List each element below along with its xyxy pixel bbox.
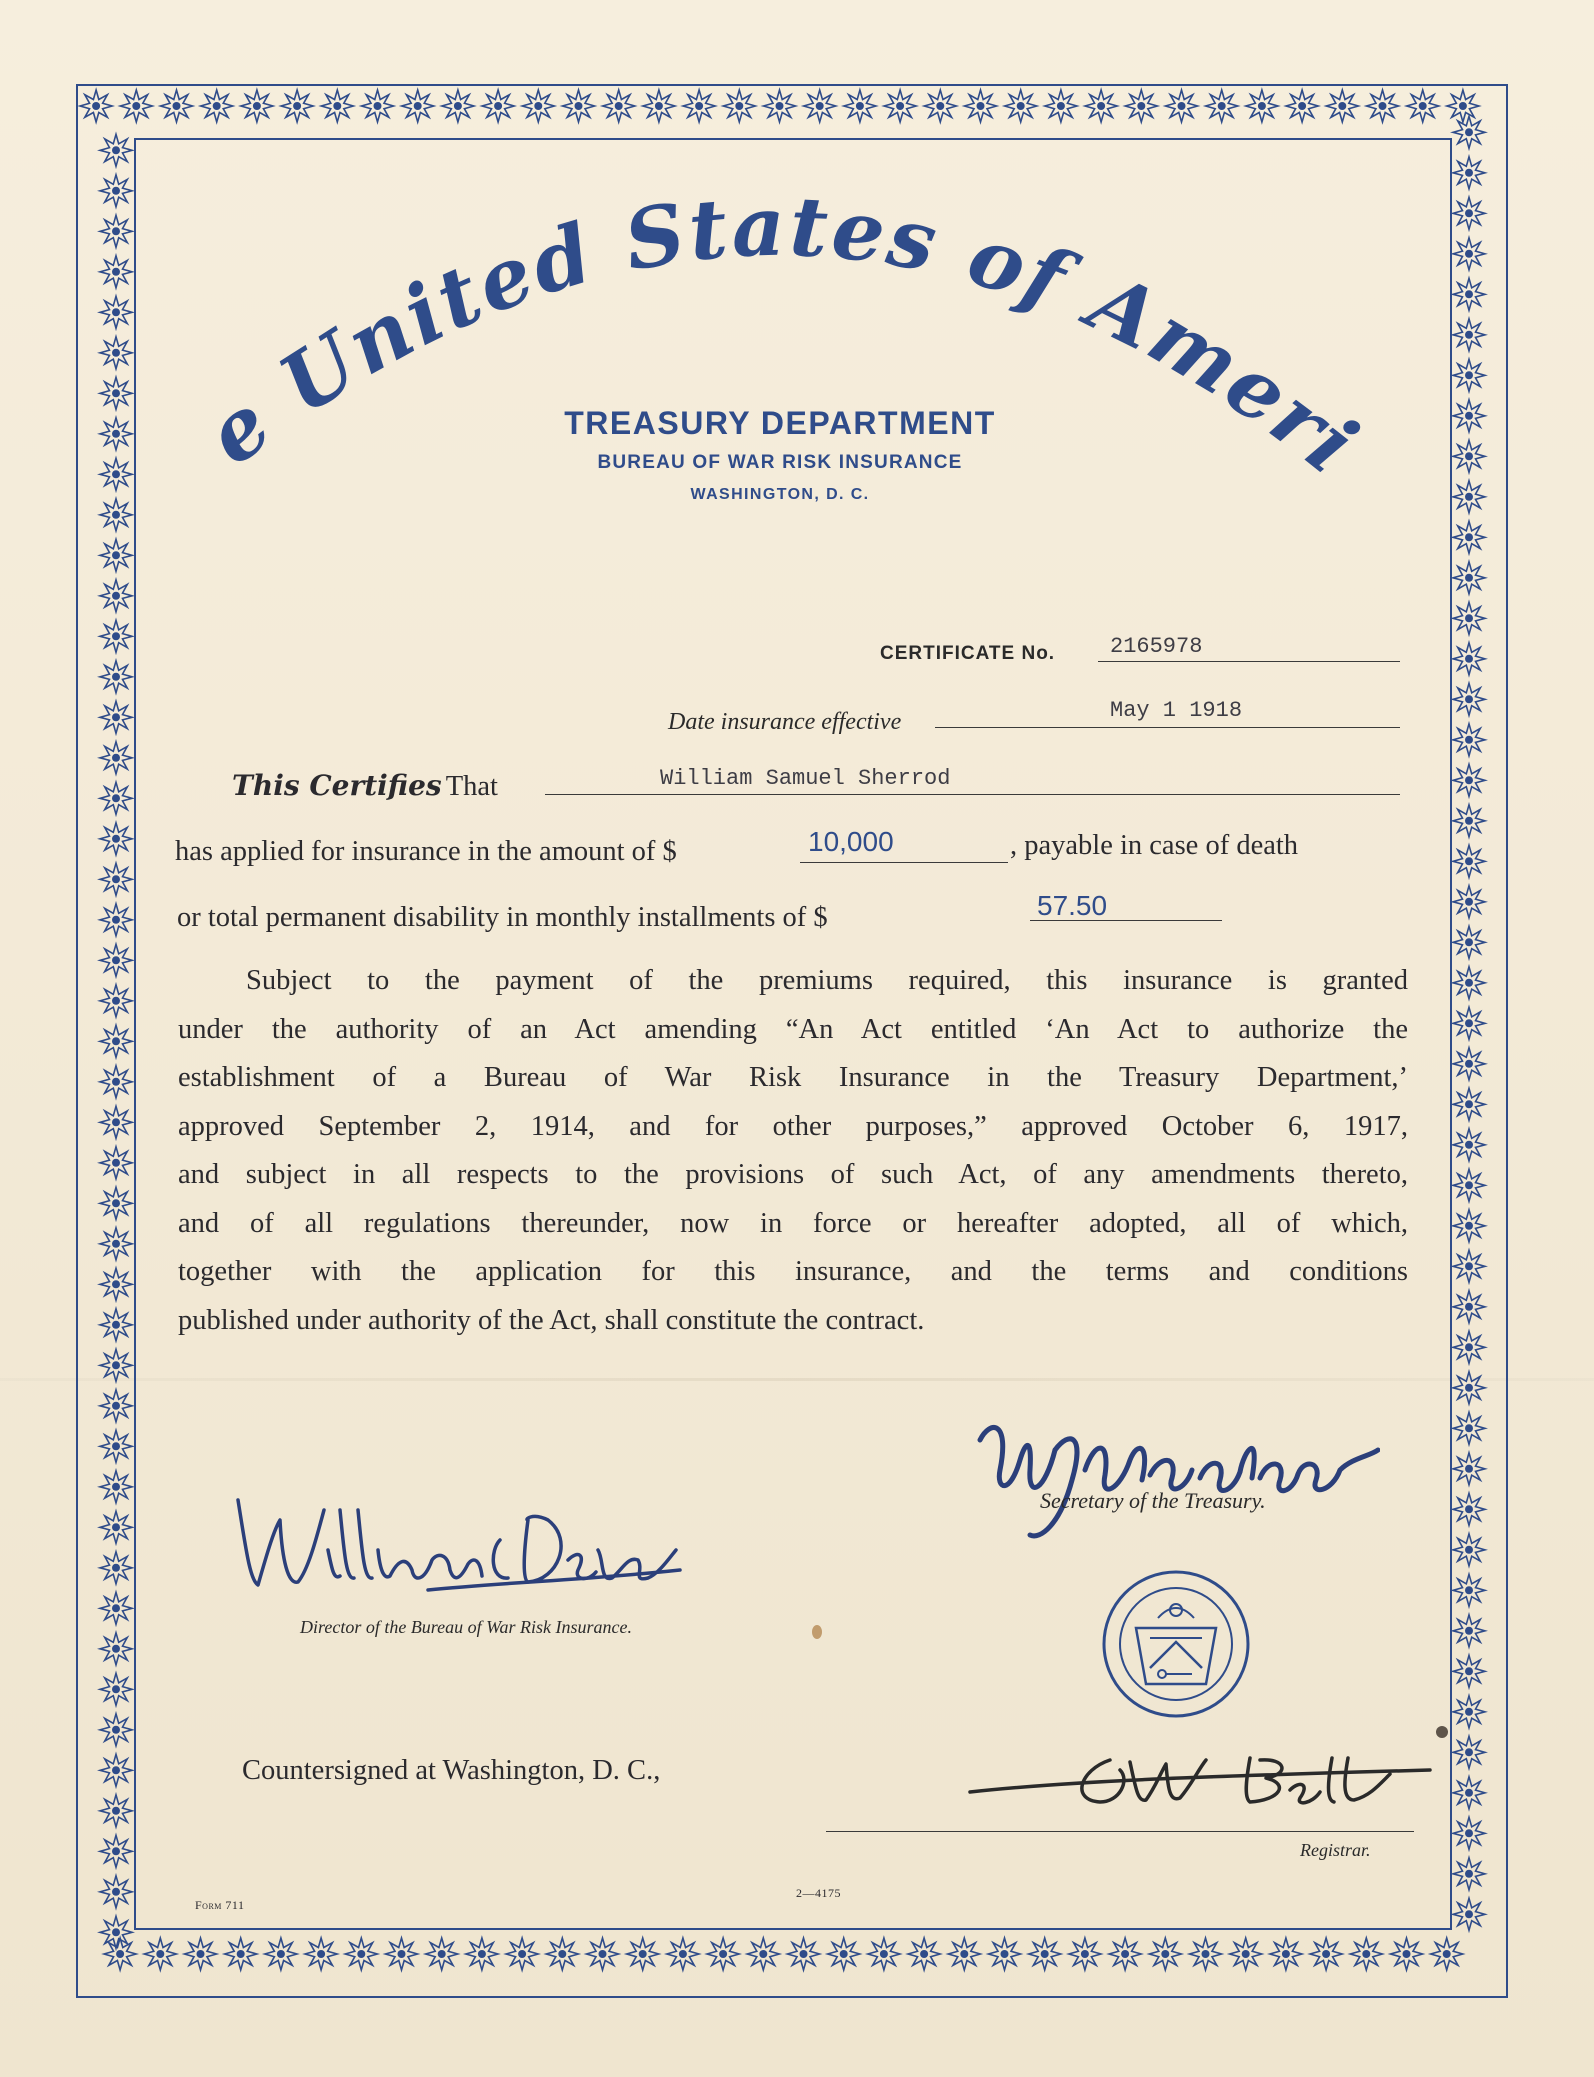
paragraph-line: and subject in all respects to the provisions of such Act, of any amendments thereto, xyxy=(178,1159,1408,1190)
paragraph-line: together with the application for this insurance, and the terms and conditions xyxy=(178,1256,1408,1287)
date-effective-label: Date insurance effective xyxy=(668,709,902,735)
countersigned-text: Countersigned at Washington, D. C., xyxy=(242,1755,661,1786)
date-effective-line xyxy=(935,727,1400,728)
department-block xyxy=(430,405,1130,504)
treasury-seal xyxy=(1100,1568,1252,1720)
insured-name-line xyxy=(545,794,1400,795)
director-signature xyxy=(228,1490,688,1625)
department-name: TREASURY DEPARTMENT xyxy=(564,405,996,441)
bureau-name: BUREAU OF WAR RISK INSURANCE xyxy=(597,452,963,473)
headline-text: e United States of Ameri xyxy=(188,180,1377,495)
installment-prefix: or total permanent disability in monthly installments of $ xyxy=(177,902,828,933)
form-number: Form 711 xyxy=(195,1898,245,1912)
amount-prefix: has applied for insurance in the amount of $ xyxy=(175,836,677,867)
paragraph-line: published under authority of the Act, shall constitute the contract. xyxy=(178,1304,925,1336)
certifies-label: This Certifies xyxy=(232,769,442,802)
certifies-line xyxy=(232,769,498,803)
paragraph-line: approved September 2, 1914, and for other purposes,” approved October 6, 1917, xyxy=(178,1110,1408,1142)
certificate-number: 2165978 xyxy=(1110,634,1203,659)
installment-line xyxy=(1030,920,1222,921)
ink-spot xyxy=(1436,1726,1448,1738)
contract-paragraph xyxy=(178,957,1408,1345)
print-code: 2—4175 xyxy=(796,1886,841,1900)
registrar-title: Registrar. xyxy=(1300,1840,1371,1860)
registrar-signature xyxy=(960,1740,1440,1825)
date-effective: May 1 1918 xyxy=(1110,698,1243,723)
installment-amount: 57.50 xyxy=(1037,890,1108,921)
paragraph-line: establishment of a Bureau of War Risk Insurance in the Treasury Department,’ xyxy=(178,1062,1408,1093)
paragraph-line: under the authority of an Act amending “An Act entitled ‘An Act to authorize the xyxy=(178,1013,1408,1045)
insurance-amount: 10,000 xyxy=(808,826,894,857)
paragraph-line: and of all regulations thereunder, now in force or hereafter adopted, all of which, xyxy=(178,1207,1408,1239)
paragraph-line: Subject to the payment of the premiums required, this insurance is granted xyxy=(246,965,1408,996)
secretary-signature xyxy=(960,1400,1380,1555)
insured-name: William Samuel Sherrod xyxy=(660,766,951,791)
insurance-amount-line xyxy=(800,862,1008,863)
director-title: Director of the Bureau of War Risk Insurance. xyxy=(300,1617,632,1637)
certifies-that: That xyxy=(445,771,498,802)
secretary-title: Secretary of the Treasury. xyxy=(1040,1488,1266,1513)
certificate-number-line xyxy=(1098,661,1400,662)
location: WASHINGTON, D. C. xyxy=(690,486,870,503)
ink-spot xyxy=(812,1625,822,1639)
certificate-number-label: CERTIFICATE No. xyxy=(880,643,1056,664)
amount-suffix: , payable in case of death xyxy=(1010,830,1299,861)
registrar-line xyxy=(826,1831,1414,1832)
